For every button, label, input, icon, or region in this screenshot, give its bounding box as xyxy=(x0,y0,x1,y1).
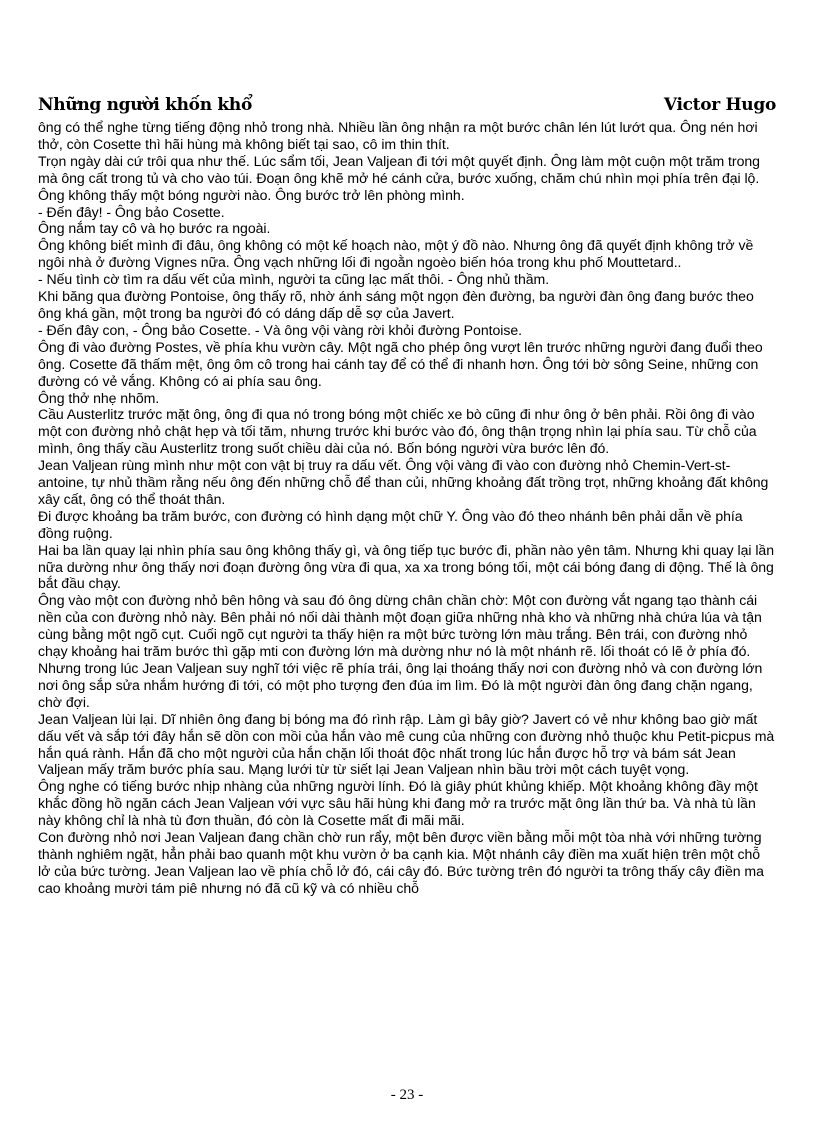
page-number: - 23 - xyxy=(390,1087,424,1103)
paragraph: Cầu Austerlitz trước mặt ông, ông đi qua nó trong bóng một chiếc xe bò cũng đi như ông ở bên phải. Rồi ông đi vào một con đường nhỏ chật hẹp và tối tăm, nhưng trước khi bước vào đó, ông thận trọng nhìn lại phía sau. Từ chỗ của mình, ông thấy cầu Austerlitz trong suốt chiều dài của nó. Bốn bóng người vừa bước lên đó. xyxy=(38,406,757,457)
paragraph: Ông nắm tay cô và họ bước ra ngoài. xyxy=(38,220,271,237)
paragraph: Ông nghe có tiếng bước nhịp nhàng của những người lính. Đó là giây phút khủng khiếp. Một khoảng không đầy một khắc đồng hồ ngăn cách Jean Valjean với vực sâu hãi hùng khi đang mở ra trước mặt ông lần thứ ba. Và nhà tù lần này không chỉ là nhà tù đơn thuần, đó còn là Cosette mất đi mãi mãi. xyxy=(38,778,758,829)
paragraph: Jean Valjean lùi lại. Dĩ nhiên ông đang bị bóng ma đó rình rập. Làm gì bây giờ? Javert có vẻ như không bao giờ mất dấu vết và sắp tới đây hắn sẽ dồn con mồi của hắn vào mê cung của những con đường nhỏ thuộc khu Petit-picpus mà hắn quá rành. Hắn đã cho một người của hắn chặn lối thoát độc nhất trong lúc hắn được hỗ trợ và bám sát Jean Valjean mấy trăm bước phía sau. Mạng lưới từ từ siết lại Jean Valjean nhìn bầu trời một cách tuyệt vọng. xyxy=(38,710,775,778)
paragraph: Ông không biết mình đi đâu, ông không có một kế hoạch nào, một ý đồ nào. Nhưng ông đã quyết định không trở về ngôi nhà ở đường Vignes nữa. Ông vạch những lối đi ngoằn ngoèo biến hóa trong khu phố Mouttetard.. xyxy=(38,237,754,271)
document-page xyxy=(38,95,776,1103)
paragraph: Khi băng qua đường Pontoise, ông thấy rõ, nhờ ánh sáng một ngọn đèn đường, ba người đàn ông đang bước theo ông khá gần, một trong ba người đó có dáng dấp dễ sợ của Javert. xyxy=(38,288,754,321)
paragraph: Hai ba lần quay lại nhìn phía sau ông không thấy gì, và ông tiếp tục bước đi, phần nào yên tâm. Nhưng khi quay lại lần nữa dường như ông thấy nơi đoạn đường ông vừa đi qua, xa xa trong bóng tối, một cái bóng đang di động. Thế là ông bắt đầu chạy. xyxy=(38,541,774,592)
book-title: Những người khốn khổ xyxy=(38,95,252,115)
paragraph: Trọn ngày dài cứ trôi qua như thế. Lúc sẩm tối, Jean Valjean đi tới một quyết định. Ông làm một cuộn một trăm trong mà ông cất trong tủ và cho vào túi. Đoạn ông khẽ mở hé cánh cửa, bước xuống, chăm chú nhìn mọi phía trên đại lộ. Ông không thấy một bóng người nào. Ông bước trở lên phòng mình. xyxy=(38,152,760,203)
paragraph: Đi được khoảng ba trăm bước, con đường có hình dạng một chữ Y. Ông vào đó theo nhánh bên phải dẫn về phía đồng ruộng. xyxy=(38,507,743,541)
page-header xyxy=(38,95,776,119)
paragraph: - Nếu tình cờ tìm ra dấu vết của mình, người ta cũng lạc mất thôi. - Ông nhủ thầm. xyxy=(38,271,550,288)
paragraph: Ông thở nhẹ nhõm. xyxy=(38,389,160,406)
paragraph: - Đến đây! - Ông bảo Cosette. xyxy=(38,203,225,220)
author-name: Victor Hugo xyxy=(663,95,776,115)
paragraph: Ông đi vào đường Postes, về phía khu vườn cây. Một ngã cho phép ông vượt lên trước những người đang đuổi theo ông. Cosette đã thấm mệt, ông ôm cô trong hai cánh tay để có thể đi nhanh hơn. Ông tới bờ sông Seine, những con đường có vẻ vắng. Không có ai phía sau ông. xyxy=(38,338,763,389)
paragraph: - Đến đây con, - Ông bảo Cosette. - Và ông vội vàng rời khỏi đường Pontoise. xyxy=(38,321,522,338)
body-text xyxy=(38,119,776,897)
paragraph: Jean Valjean rùng mình như một con vật bị truy ra dấu vết. Ông vội vàng đi vào con đường nhỏ Chemin-Vert-st-antoine, tự nhủ thầm rằng nếu ông đến những chỗ để than củi, những khoảng đất trồng trọt, những khoảng đất không xây cất, ông có thể thoát thân. xyxy=(38,457,769,507)
paragraph: Ông vào một con đường nhỏ bên hông và sau đó ông dừng chân chần chờ: Một con đường vắt ngang tạo thành cái nền của con đường nhỏ này. Bên phải nó nối dài thành một đoạn giữa những nhà kho và những nhà chứa lúa và tận cùng bằng một ngõ cụt. Cuối ngõ cụt người ta thấy hiện ra một bức tường lớn màu trắng. Bên trái, con đường nhỏ chạy khoảng hai trăm bước thì gặp mti con đường lớn mà dường như nó là một nhánh rẽ. lối thoát có lẽ ở phía đó. Nhưng trong lúc Jean Valjean suy nghĩ tới việc rẽ phía trái, ông lại thoáng thấy nơi con đường nhỏ và con đường lớn nơi ông sắp sửa nhắm hướng đi tới, có một pho tượng đen đúa im lìm. Đó là một người đàn ông đang chặn ngang, chờ đợi. xyxy=(38,592,763,710)
paragraph: ông có thể nghe từng tiếng động nhỏ trong nhà. Nhiều lần ông nhận ra một bước chân lén lút lướt qua. Ông nén hơi thở, còn Cosette thì hãi hùng mà không biết tại sao, cô im thin thít. xyxy=(38,119,758,152)
paragraph: Con đường nhỏ nơi Jean Valjean đang chần chờ run rẩy, một bên được viền bằng mỗi một tòa nhà với những tường thành nghiêm ngặt, hẳn phải bao quanh một khu vườn ở ba cạnh kia. Một nhánh cây điền ma xuất hiện trên một chỗ lở của bức tường. Jean Valjean lao về phía chỗ lở đó, cái cây đó. Bức tường trên đó người ta trông thấy cây điền ma cao khoảng mười tám piê nhưng nó đã cũ kỹ và có nhiều chỗ xyxy=(38,829,764,896)
